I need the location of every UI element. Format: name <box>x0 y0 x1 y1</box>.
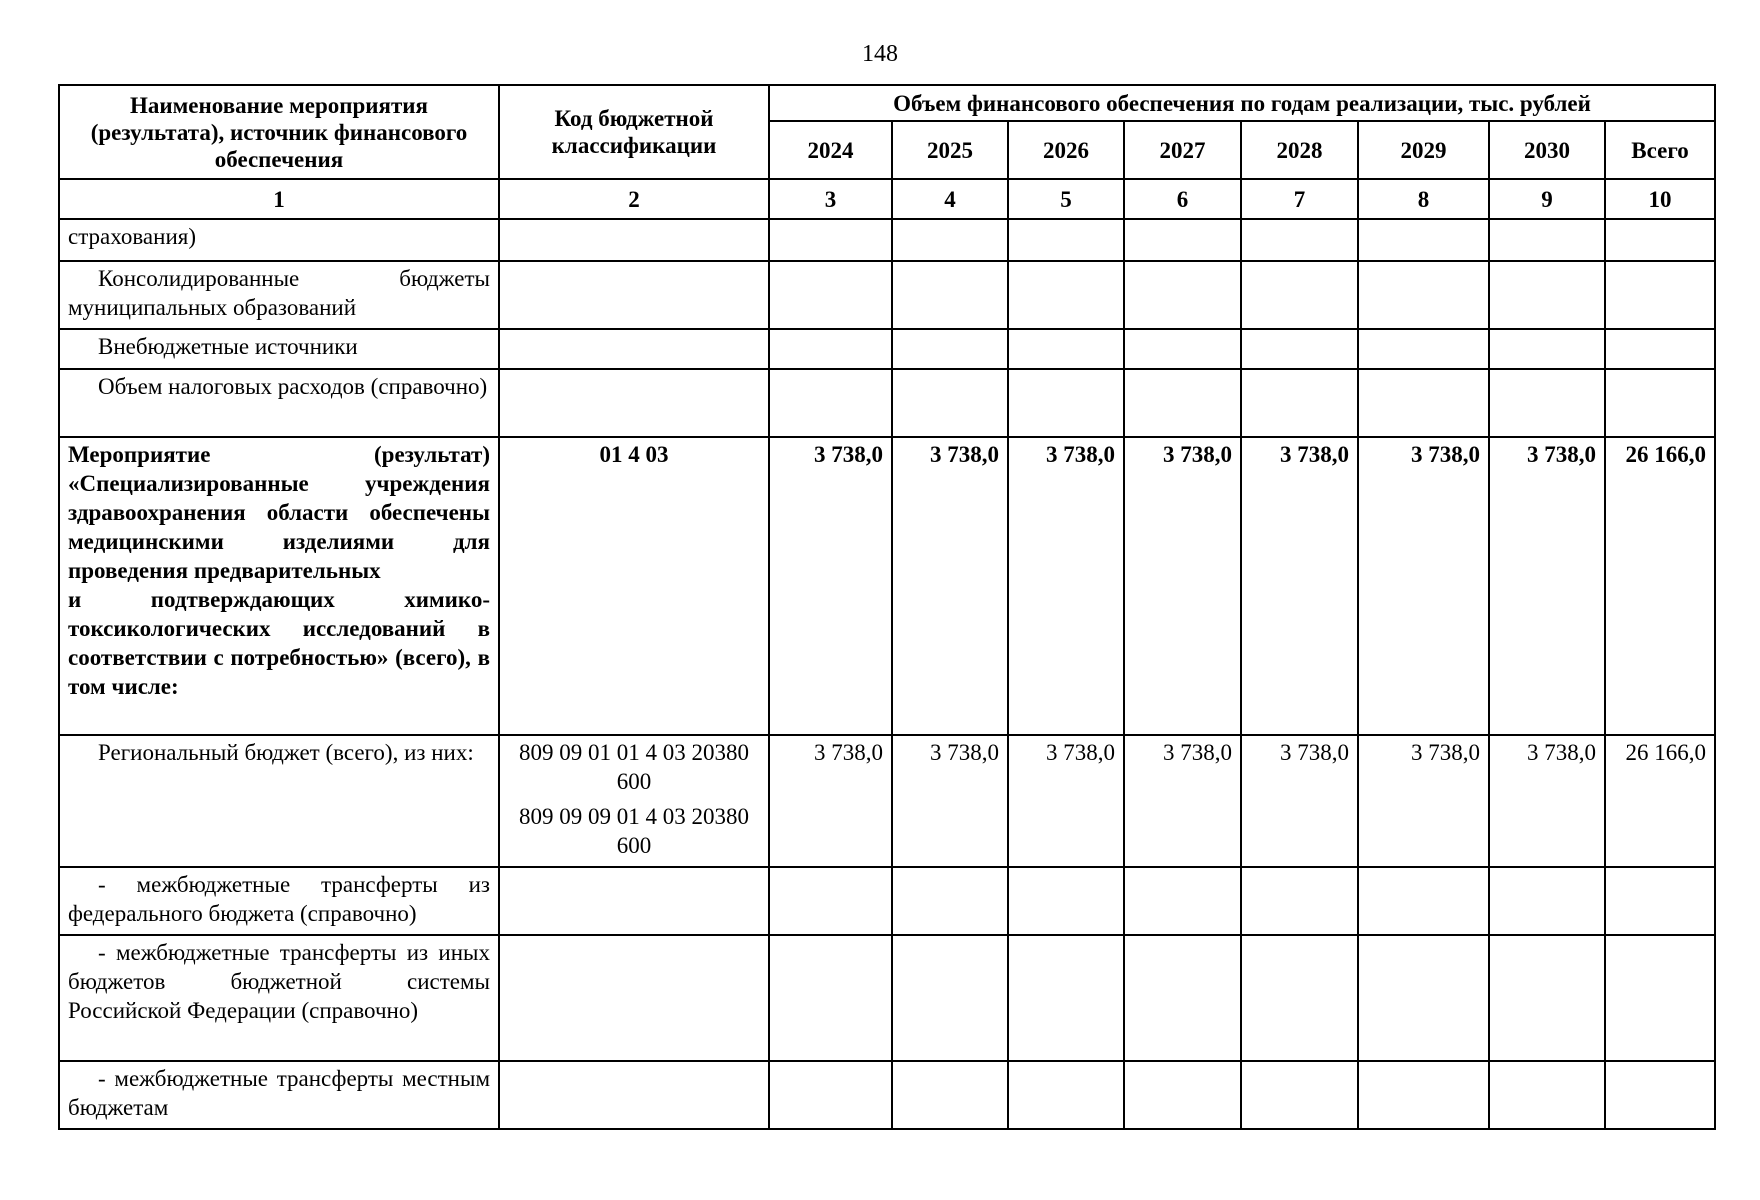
empty-cell <box>892 219 1008 261</box>
empty-cell <box>1605 329 1715 369</box>
table-row-insurance <box>59 219 1715 261</box>
value-cell: 3 738,0 <box>1124 437 1241 735</box>
column-number: 9 <box>1489 179 1605 219</box>
event-code: 01 4 03 <box>499 437 769 735</box>
empty-cell <box>1489 219 1605 261</box>
header-group: Объем финансового обеспечения по годам реализации, тыс. рублей <box>769 85 1715 121</box>
value-cell: 3 738,0 <box>769 437 892 735</box>
empty-cell <box>1605 369 1715 437</box>
empty-cell <box>1605 867 1715 935</box>
empty-cell <box>1241 219 1358 261</box>
empty-cell <box>1124 867 1241 935</box>
event-name <box>59 437 499 735</box>
empty-cell <box>1605 935 1715 1061</box>
empty-cell <box>1489 369 1605 437</box>
row-name: Консолидированные бюджеты муниципальных образований <box>59 261 499 329</box>
column-number: 10 <box>1605 179 1715 219</box>
column-number: 6 <box>1124 179 1241 219</box>
value-cell: 3 738,0 <box>892 437 1008 735</box>
row-name: - межбюджетные трансферты местным бюджетам <box>59 1061 499 1129</box>
empty-cell <box>499 261 769 329</box>
value-cell: 3 738,0 <box>1358 437 1489 735</box>
header-year: 2026 <box>1008 121 1124 179</box>
budget-table <box>58 84 1716 1130</box>
header-year: 2025 <box>892 121 1008 179</box>
row-name: - межбюджетные трансферты из федерального бюджета (справочно) <box>59 867 499 935</box>
header-year: 2030 <box>1489 121 1605 179</box>
value-cell: 3 738,0 <box>1489 437 1605 735</box>
empty-cell <box>769 935 892 1061</box>
header-year: 2024 <box>769 121 892 179</box>
header-row-numbers <box>59 179 1715 219</box>
empty-cell <box>1241 1061 1358 1129</box>
empty-cell <box>1008 867 1124 935</box>
table-row-regional <box>59 735 1715 867</box>
row-name: Внебюджетные источники <box>59 329 499 369</box>
empty-cell <box>1008 369 1124 437</box>
column-number: 4 <box>892 179 1008 219</box>
empty-cell <box>1489 867 1605 935</box>
empty-cell <box>1124 219 1241 261</box>
empty-cell <box>1358 935 1489 1061</box>
empty-cell <box>1008 219 1124 261</box>
empty-cell <box>892 329 1008 369</box>
value-cell: 3 738,0 <box>769 735 892 867</box>
empty-cell <box>1358 369 1489 437</box>
column-number: 1 <box>59 179 499 219</box>
value-cell: 3 738,0 <box>1358 735 1489 867</box>
value-cell: 3 738,0 <box>1489 735 1605 867</box>
empty-cell <box>1489 329 1605 369</box>
empty-cell <box>1605 219 1715 261</box>
empty-cell <box>499 369 769 437</box>
budget-code-line: 600 <box>616 833 652 858</box>
empty-cell <box>1489 1061 1605 1129</box>
empty-cell <box>769 369 892 437</box>
empty-cell <box>1241 935 1358 1061</box>
empty-cell <box>769 1061 892 1129</box>
event-name-part: и подтверждающих химико-токсикологических исследований в соответствии с потребностью» (всего), в том числе: <box>68 587 490 699</box>
header-code: Код бюджетной классификации <box>499 85 769 179</box>
column-number: 2 <box>499 179 769 219</box>
budget-code-line: 600 <box>616 769 652 794</box>
empty-cell <box>1605 1061 1715 1129</box>
column-number: 3 <box>769 179 892 219</box>
empty-cell <box>499 219 769 261</box>
empty-cell <box>499 1061 769 1129</box>
value-cell: 3 738,0 <box>1008 735 1124 867</box>
empty-cell <box>499 867 769 935</box>
value-cell: 3 738,0 <box>1241 437 1358 735</box>
header-year: 2028 <box>1241 121 1358 179</box>
row-name: - межбюджетные трансферты из иных бюджетов бюджетной системы Российской Федерации (справочно) <box>59 935 499 1061</box>
empty-cell <box>892 935 1008 1061</box>
empty-cell <box>1124 261 1241 329</box>
column-number: 5 <box>1008 179 1124 219</box>
event-name-part: Мероприятие (результат) «Специализированные учреждения здравоохранения области обеспечены медицинскими изделиями для проведения предварительных <box>68 442 490 583</box>
column-number: 8 <box>1358 179 1489 219</box>
empty-cell <box>892 1061 1008 1129</box>
empty-cell <box>1124 329 1241 369</box>
table-row-extrabudget <box>59 329 1715 369</box>
empty-cell <box>1358 219 1489 261</box>
header-total: Всего <box>1605 121 1715 179</box>
empty-cell <box>1241 369 1358 437</box>
value-cell: 3 738,0 <box>1241 735 1358 867</box>
table-row-other <box>59 935 1715 1061</box>
table-row-tax <box>59 369 1715 437</box>
empty-cell <box>1358 867 1489 935</box>
table-row-local <box>59 1061 1715 1129</box>
header-year: 2029 <box>1358 121 1489 179</box>
value-cell: 3 738,0 <box>892 735 1008 867</box>
empty-cell <box>769 261 892 329</box>
table-row-consolidated <box>59 261 1715 329</box>
column-number: 7 <box>1241 179 1358 219</box>
header-row-top <box>59 85 1715 121</box>
empty-cell <box>499 935 769 1061</box>
empty-cell <box>499 329 769 369</box>
empty-cell <box>1124 1061 1241 1129</box>
total-cell: 26 166,0 <box>1605 735 1715 867</box>
budget-code-line: 809 09 01 01 4 03 20380 <box>519 740 749 765</box>
table-row-event <box>59 437 1715 735</box>
empty-cell <box>1358 329 1489 369</box>
row-name: страхования) <box>59 219 499 261</box>
budget-code-line: 809 09 09 01 4 03 20380 <box>519 804 749 829</box>
empty-cell <box>769 867 892 935</box>
empty-cell <box>892 261 1008 329</box>
regional-codes <box>499 735 769 867</box>
empty-cell <box>1358 261 1489 329</box>
empty-cell <box>769 219 892 261</box>
row-name: Объем налоговых расходов (справочно) <box>59 369 499 437</box>
empty-cell <box>1124 369 1241 437</box>
empty-cell <box>769 329 892 369</box>
empty-cell <box>892 369 1008 437</box>
empty-cell <box>1008 329 1124 369</box>
empty-cell <box>1241 867 1358 935</box>
empty-cell <box>1124 935 1241 1061</box>
row-name: Региональный бюджет (всего), из них: <box>59 735 499 867</box>
empty-cell <box>1489 935 1605 1061</box>
empty-cell <box>892 867 1008 935</box>
header-year: 2027 <box>1124 121 1241 179</box>
empty-cell <box>1241 261 1358 329</box>
empty-cell <box>1008 261 1124 329</box>
empty-cell <box>1358 1061 1489 1129</box>
empty-cell <box>1008 935 1124 1061</box>
total-cell: 26 166,0 <box>1605 437 1715 735</box>
page-number: 148 <box>862 41 898 67</box>
empty-cell <box>1008 1061 1124 1129</box>
header-name: Наименование мероприятия (результата), источник финансового обеспечения <box>59 85 499 179</box>
table-row-federal <box>59 867 1715 935</box>
empty-cell <box>1241 329 1358 369</box>
value-cell: 3 738,0 <box>1008 437 1124 735</box>
empty-cell <box>1489 261 1605 329</box>
empty-cell <box>1605 261 1715 329</box>
value-cell: 3 738,0 <box>1124 735 1241 867</box>
